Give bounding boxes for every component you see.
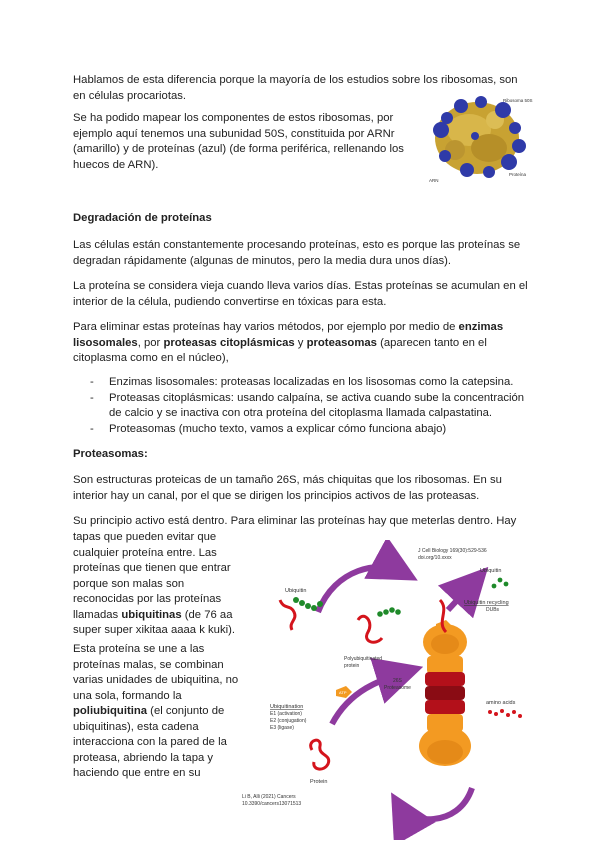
ribosome-label-protein: Proteína	[509, 172, 527, 177]
degradacion-paragraph-1: Las células están constantemente procesando proteínas, esto es porque las proteínas se degradan rápidamente (algunas de minutos, pero la media dura unos días).	[73, 239, 521, 267]
proteasomas-paragraph-2: Su principio activo está dentro. Para eliminar las proteínas hay que meterlas dentro. Hay	[73, 515, 517, 527]
label-ubiquitin-left: Ubiquitin	[285, 588, 307, 594]
proteasomas-paragraph-1: Son estructuras proteicas de un tamaño 26S, más chiquitas que los ribosomas. En su interior hay un canal, por el que se dirigen los principios activos de las proteasas.	[73, 474, 502, 502]
citation-top-2: doi.org/10.xxxx	[418, 555, 452, 561]
label-amino-acids: amino acids	[486, 700, 516, 706]
intro-paragraph-1: Hablamos de esta diferencia porque la mayoría de los estudios sobre los ribosomas, son en células procariotas.	[73, 74, 518, 102]
substrate-protein-bottom	[311, 740, 329, 769]
section-heading-proteasomas: Proteasomas:	[73, 448, 148, 460]
substrate-protein-top	[280, 600, 295, 630]
section-heading-degradacion: Degradación de proteínas	[73, 212, 212, 224]
label-polyubiquitinated-1: Polyubiquitinated	[344, 656, 383, 662]
ribosome-50s-image	[425, 90, 537, 188]
citation-top: J Cell Biology 169(30):529-536	[418, 548, 487, 554]
list-item: - Enzimas lisosomales: proteasas localizadas en los lisosomas como la catepsina.	[90, 376, 514, 388]
intro-paragraph-2: Se ha podido mapear los componentes de estos ribosomas, por ejemplo aquí tenemos una subunidad 50S, constituida por ARNr (amarillo) y de proteínas (azul) (de forma periférica, rellenando los huecos de ARN).	[73, 112, 404, 171]
amino-acids-dots	[488, 709, 522, 718]
polyubiquitinated-protein	[358, 616, 382, 642]
citation-bottom-1: Li B, Alli (2021) Cancers	[242, 794, 296, 800]
proteasomas-paragraph-4: Esta proteína se une a las proteínas malas, se combinan varias unidades de ubiquitina, no una sola, formando la poliubiquitina (el conjunto de ubiquitinas), esta cadena interacciona con la pared de la proteasa, abriendo la tapa y haciendo que entre en su	[73, 643, 239, 779]
label-ubiquitination: Ubiquitination	[270, 704, 304, 710]
ribosome-label-rna: ARN	[429, 178, 439, 183]
cycle-arrow-top	[318, 567, 402, 612]
citation-bottom-2: 10.3390/cancers13071513	[242, 801, 302, 807]
protein-degradation-methods-list	[90, 375, 530, 437]
label-polyubiquitinated-2: protein	[344, 663, 360, 669]
label-ubiquitin-right: Ubiquitin	[480, 568, 502, 574]
label-e1: E1 (activation)	[270, 711, 302, 717]
label-protein: Protein	[310, 779, 328, 785]
label-e3: E3 (ligase)	[270, 725, 294, 731]
label-ubiquitin-recycling: Ubiquitin recycling	[464, 600, 509, 606]
proteasomas-paragraph-3: tapas que pueden evitar que cualquier proteína entre. Las proteínas que tienen que entrar porque son malas son reconocidas por las proteínas llamadas ubiquitinas (de 76 aa super super xikitaa aaaa k kuki).	[73, 531, 236, 636]
degradacion-paragraph-3: Para eliminar estas proteínas hay varios métodos, por ejemplo por medio de enzimas lisosomales, por proteasas citoplásmicas y proteasomas (aparecen tanto en el citoplasma como en el núcleo),	[73, 321, 504, 364]
list-item: - Proteasas citoplásmicas: usando calpaína, se activa cuando sube la concentración de calcio y se inactiva con otra proteína del citoplasma llamada calpastatina.	[90, 391, 525, 419]
label-proteasome: Proteasome	[384, 685, 411, 691]
label-26s: 26S	[393, 678, 402, 684]
label-dubs: DUBs	[486, 607, 500, 613]
ribosome-label-top: Ribosoma 50S	[503, 98, 533, 103]
proteasome-26s	[419, 624, 471, 766]
ubiquitin-proteasome-diagram	[240, 540, 540, 840]
svg-text:ATP: ATP	[339, 690, 347, 695]
degradacion-paragraph-2: La proteína se considera vieja cuando lleva varios días. Estas proteínas se acumulan en el interior de la célula, pudiendo convertirse en tóxicas para esta.	[73, 280, 528, 308]
amino-acid-arrow	[400, 788, 472, 819]
list-item: - Proteasomas (mucho texto, vamos a explicar cómo funciona abajo)	[90, 422, 447, 435]
label-e2: E2 (conjugation)	[270, 718, 307, 724]
